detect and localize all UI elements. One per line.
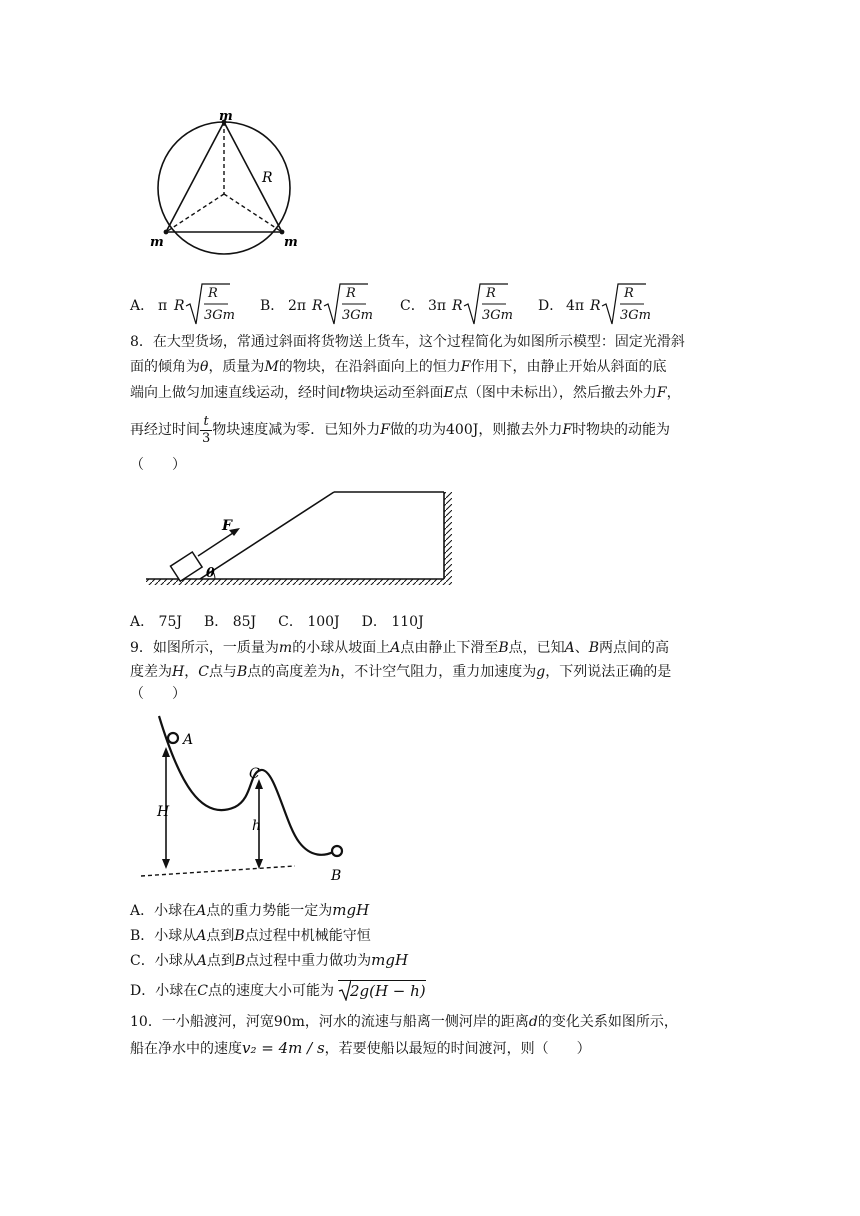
mass-symbol: m bbox=[278, 640, 293, 656]
q8-text: ， bbox=[666, 385, 681, 401]
speed-expression: v₂ = 4m / s bbox=[242, 1039, 325, 1057]
q8-text: ，质量为 bbox=[208, 359, 265, 375]
distance-symbol: d bbox=[528, 1014, 538, 1030]
q9-text: ，下列说法正确的是 bbox=[545, 664, 672, 680]
slope-curve-figure bbox=[135, 712, 365, 884]
point-c-symbol: C bbox=[197, 983, 208, 999]
option-letter: C． bbox=[400, 298, 425, 314]
q8-line-4 bbox=[130, 410, 670, 450]
q9-text: 的小球从坡面上 bbox=[292, 640, 391, 656]
point-b-symbol: B bbox=[498, 640, 509, 656]
point-c-symbol: C bbox=[198, 664, 209, 680]
q10-text: 船在净水中的速度 bbox=[130, 1041, 242, 1057]
label-big-h: H bbox=[157, 804, 170, 820]
wall-hatch bbox=[444, 492, 452, 585]
frac-denominator: 3 bbox=[202, 430, 211, 446]
sqrt-expression bbox=[338, 980, 426, 1002]
q8-text: 点（图中未标出），然后撤去外力 bbox=[453, 385, 657, 401]
q9-text: 点到 bbox=[206, 928, 235, 944]
force-symbol: F bbox=[562, 422, 573, 438]
block bbox=[170, 552, 202, 581]
q8-text: 做的功为 bbox=[390, 422, 446, 438]
point-a-symbol: A bbox=[390, 640, 401, 656]
frac-denominator: 3Gm bbox=[620, 308, 651, 323]
q9-text: A．小球在 bbox=[130, 903, 197, 919]
frac-numerator: R bbox=[624, 286, 634, 301]
q9-line-2 bbox=[130, 662, 671, 682]
q9-line-1 bbox=[130, 638, 669, 658]
frac-numerator: R bbox=[486, 286, 496, 301]
frac-numerator: R bbox=[208, 286, 218, 301]
q9-option-d bbox=[130, 980, 426, 1002]
q9-text: 点过程中重力做功为 bbox=[245, 953, 372, 969]
option-var: R bbox=[312, 298, 323, 314]
point-b-symbol: B bbox=[234, 928, 245, 944]
point-b-symbol: B bbox=[588, 640, 600, 656]
label-small-h: h bbox=[252, 818, 262, 834]
mass-symbol: M bbox=[264, 359, 279, 375]
q9-option-a bbox=[130, 900, 369, 921]
ground-hatch bbox=[146, 579, 444, 585]
t-over-3-fraction bbox=[200, 414, 212, 447]
q10-text: 10．一小船渡河，河宽 bbox=[130, 1014, 274, 1030]
q9-text: 9．如图所示，一质量为 bbox=[130, 640, 279, 656]
q9-text: 点由静止下滑至 bbox=[400, 640, 499, 656]
time-symbol: t bbox=[340, 385, 346, 401]
q9-text: ，不计空气阻力，重力加速度为 bbox=[340, 664, 537, 680]
frac-denominator: 3Gm bbox=[482, 308, 513, 323]
point-symbol: E bbox=[443, 385, 454, 401]
q9-text: 点到 bbox=[206, 953, 235, 969]
option-letter: A． bbox=[130, 298, 155, 314]
frac-numerator: t bbox=[200, 414, 212, 431]
q9-text: 点，已知 bbox=[508, 640, 565, 656]
q10-text: 的变化关系如图所示， bbox=[537, 1014, 678, 1030]
q9-text: C．小球从 bbox=[130, 953, 197, 969]
option-letter: D． bbox=[538, 298, 564, 314]
q10-text: ，若要使船以最短的时间渡河，则（ ） bbox=[324, 1041, 591, 1057]
circle-triangle-figure bbox=[140, 108, 310, 258]
point-a-symbol: A bbox=[196, 903, 207, 919]
point-a-symbol: A bbox=[196, 953, 207, 969]
q8-option-c: C． 100J bbox=[278, 614, 340, 630]
point-b-symbol: B bbox=[234, 953, 246, 969]
q9-text: 点的速度大小可能为 bbox=[207, 983, 334, 999]
option-var: R bbox=[174, 298, 185, 314]
q9-text: ， bbox=[184, 664, 199, 680]
option-var: R bbox=[590, 298, 601, 314]
gravity-symbol: g bbox=[536, 664, 546, 680]
q8-text: 端向上做匀加速直线运动，经时间 bbox=[130, 385, 340, 401]
q9-text: 度差为 bbox=[130, 664, 172, 680]
answer-blank: （ ） bbox=[130, 457, 186, 473]
mass-label-top: m bbox=[219, 109, 233, 124]
height-small-h-symbol: h bbox=[331, 664, 341, 680]
frac-numerator: R bbox=[346, 286, 356, 301]
q8-line-2 bbox=[130, 357, 667, 377]
q7-options-row bbox=[130, 282, 690, 328]
force-symbol: F bbox=[460, 359, 471, 375]
q8-answer-paren bbox=[130, 455, 186, 475]
q9-option-c bbox=[130, 950, 408, 971]
radius-label: R bbox=[262, 170, 273, 186]
point-a-symbol: A bbox=[564, 640, 575, 656]
force-symbol: F bbox=[380, 422, 390, 438]
q8-text: 物块速度减为零．已知外力 bbox=[212, 422, 381, 438]
point-b-symbol: B bbox=[236, 664, 248, 680]
point-a-symbol: A bbox=[196, 928, 207, 944]
q9-text: 点的高度差为 bbox=[247, 664, 332, 680]
math-expression: mgH bbox=[332, 901, 370, 919]
label-c: C bbox=[249, 766, 260, 782]
q8-text: 作用下，由静止开始从斜面的底 bbox=[470, 359, 667, 375]
ball-b bbox=[332, 846, 342, 856]
force-symbol: F bbox=[656, 385, 667, 401]
q9-text: D．小球在 bbox=[130, 983, 198, 999]
q8-option-d: D． 110J bbox=[361, 614, 424, 630]
q8-option-a: A． 75J bbox=[130, 614, 182, 630]
math-expression: mgH bbox=[371, 951, 409, 969]
theta-symbol: θ bbox=[200, 359, 209, 375]
q8-text: 面的倾角为 bbox=[130, 359, 200, 375]
incline-figure bbox=[140, 486, 460, 586]
height-h-symbol: H bbox=[172, 664, 185, 680]
q8-line-1 bbox=[130, 332, 685, 352]
q9-option-b bbox=[130, 926, 371, 946]
frac-denominator: 3Gm bbox=[342, 308, 373, 323]
arrow-down-icon bbox=[162, 859, 170, 869]
work-value: 400J bbox=[446, 422, 479, 438]
mass-label-right: m bbox=[284, 235, 298, 250]
option-coef: 2π bbox=[288, 298, 307, 314]
q9-text: B．小球从 bbox=[130, 928, 197, 944]
label-a: A bbox=[183, 732, 194, 748]
q9-text: 点过程中机械能守恒 bbox=[244, 928, 371, 944]
q8-text: 时物块的动能为 bbox=[572, 422, 671, 438]
river-width-value: 90m bbox=[273, 1014, 305, 1030]
answer-blank: （ ） bbox=[130, 686, 186, 702]
option-coef: 3π bbox=[428, 298, 447, 314]
math-expression: 2g(H − h) bbox=[349, 982, 426, 1000]
sqrt-sign-icon bbox=[338, 979, 351, 1001]
q10-text: ，河水的流速与船离一侧河岸的距离 bbox=[304, 1014, 529, 1030]
frac-denominator: 3Gm bbox=[204, 308, 235, 323]
q9-text: 两点间的高 bbox=[599, 640, 670, 656]
option-coef: 4π bbox=[566, 298, 585, 314]
ball-a bbox=[168, 733, 178, 743]
label-b: B bbox=[331, 868, 342, 884]
q8-text: 8．在大型货场，常通过斜面将货物送上货车，这个过程简化为如图所示模型：固定光滑斜 bbox=[130, 334, 685, 350]
q10-line-2 bbox=[130, 1038, 591, 1059]
q9-text: 点的重力势能一定为 bbox=[206, 903, 333, 919]
option-coef: π bbox=[158, 298, 168, 314]
q8-text: 再经过时间 bbox=[130, 422, 200, 438]
q9-text: 、 bbox=[574, 640, 589, 656]
option-letter: B． bbox=[260, 298, 285, 314]
q8-text: ，则撤去外力 bbox=[478, 422, 563, 438]
q10-line-1 bbox=[130, 1012, 678, 1032]
q8-options-row bbox=[130, 612, 424, 632]
q9-answer-paren bbox=[130, 684, 186, 704]
option-var: R bbox=[452, 298, 463, 314]
mass-label-left: m bbox=[150, 235, 164, 250]
q9-text: 点与 bbox=[208, 664, 237, 680]
q8-text: 物块运动至斜面 bbox=[345, 385, 444, 401]
angle-label: θ bbox=[206, 566, 215, 581]
q8-option-b: B． 85J bbox=[204, 614, 257, 630]
force-label: F bbox=[222, 518, 232, 534]
q8-text: 的物块，在沿斜面向上的恒力 bbox=[278, 359, 461, 375]
q8-line-3 bbox=[130, 383, 681, 403]
